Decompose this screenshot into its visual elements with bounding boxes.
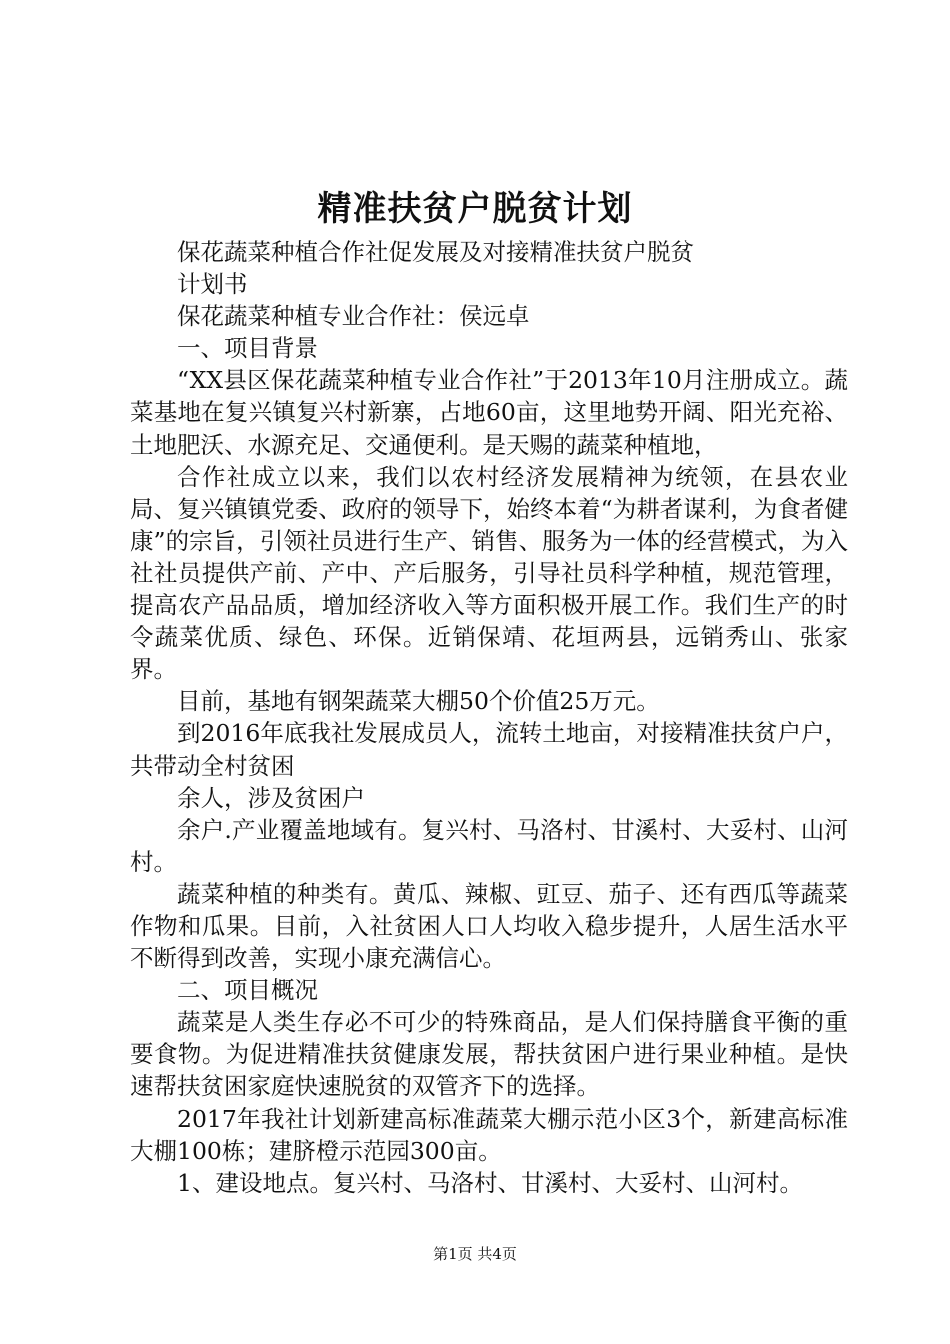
paragraph: 蔬菜种植的种类有。黄瓜、辣椒、豇豆、茄子、还有西瓜等蔬菜作物和瓜果。目前，入社贫困人口人均收入稳步提升，人居生活水平不断得到改善，实现小康充满信心。 <box>130 879 848 973</box>
paragraph: 2017年我社计划新建高标准蔬菜大棚示范小区3个，新建高标准大棚100栋；建脐橙示范园300亩。 <box>130 1104 848 1165</box>
section-heading-background: 一、项目背景 <box>177 334 318 363</box>
paragraph: 蔬菜是人类生存必不可少的特殊商品，是人们保持膳食平衡的重要食物。为促进精准扶贫健康发展，帮扶贫困户进行果业种植。是快速帮扶贫困家庭快速脱贫的双管齐下的选择。 <box>130 1008 848 1101</box>
section-heading-overview: 二、项目概况 <box>177 976 318 1005</box>
paragraph-subtitle-line2: 计划书 <box>177 270 248 299</box>
paragraph: 目前，基地有钢架蔬菜大棚50个价值25万元。 <box>177 687 660 716</box>
document-title: 精准扶贫户脱贫计划 <box>317 189 633 229</box>
page-footer: 第1页 共4页 <box>433 1245 517 1263</box>
document-body <box>130 236 848 1199</box>
paragraph: 合作社成立以来，我们以农村经济发展精神为统领，在县农业局、复兴镇镇党委、政府的领导下，始终本着“为耕者谋利，为食者健康”的宗旨，引领社员进行生产、销售、服务为一体的经营模式，为入社社员提供产前、产中、产后服务，引导社员科学种植，规范管理，提高农产品品质，增加经济收入等方面积极开展工作。我们生产的时令蔬菜优质、绿色、环保。近销保靖、花垣两县，远销秀山、张家界。 <box>130 462 848 684</box>
paragraph: 余人，涉及贫困户 <box>177 783 365 812</box>
paragraph-author: 保花蔬菜种植专业合作社：侯远卓 <box>177 302 530 331</box>
paragraph-subtitle-line1: 保花蔬菜种植合作社促发展及对接精准扶贫户脱贫 <box>177 238 694 266</box>
paragraph: 1、建设地点。复兴村、马洛村、甘溪村、大妥村、山河村。 <box>177 1168 803 1197</box>
paragraph: 余户.产业覆盖地域有。复兴村、马洛村、甘溪村、大妥村、山河村。 <box>130 815 848 876</box>
paragraph: “XX县区保花蔬菜种植专业合作社”于2013年10月注册成立。蔬菜基地在复兴镇复兴村新寨，占地60亩，这里地势开阔、阳光充裕、土地肥沃、水源充足、交通便利。是天赐的蔬菜种植地， <box>130 366 848 459</box>
paragraph: 到2016年底我社发展成员人，流转土地亩，对接精准扶贫户户，共带动全村贫困 <box>130 719 848 780</box>
